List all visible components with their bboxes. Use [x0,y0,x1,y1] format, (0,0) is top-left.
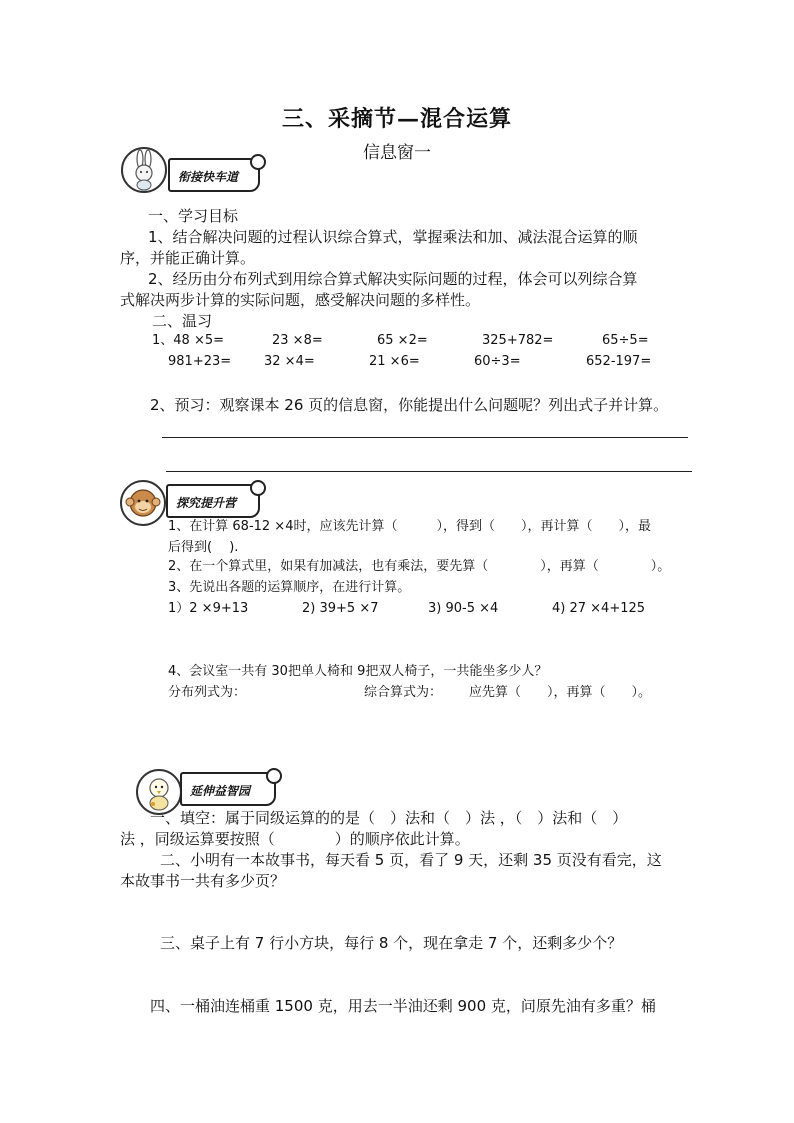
problem3: 三、桌子上有 7 行小方块，每行 8 个，现在拿走 7 个，还剩多少个？ [160,934,623,952]
q2: 2、在一个算式里，如果有加减法，也有乘法，要先算（ ），再算（ ）。 [168,559,671,574]
q4: 4、会议室一共有 30把单人椅和 9把双人椅子，一共能坐多少人？ [168,664,548,679]
q1-line2: 后得到( ). [168,540,239,555]
review-item: 65 ×2= [377,333,428,348]
review-item: 60÷3= [474,354,521,369]
rabbit-icon [121,147,167,193]
q1-line1: 1、在计算 68-12 ×4时，应该先计算（ ），得到（ ），再计算（ ），最 [168,519,651,534]
q4-step-label: 分布列式为： [168,685,247,700]
review-item: 21 ×6= [369,354,420,369]
review-item: 652-197= [586,354,652,369]
review-item: 65÷5= [602,333,649,348]
q4-combined-label: 综合算式为： [364,685,443,700]
goal2-line2: 式解决两步计算的实际问题，感受解决问题的多样性。 [120,291,481,309]
q3-item: 4) 27 ×4+125 [552,601,646,616]
section-banner-2: 探究提升营 [166,484,260,518]
fill-in-line2: 法 ，同级运算要按照（ ）的顺序依此计算。 [120,830,470,848]
q3-item: 2) 39+5 ×7 [302,601,379,616]
goal1-line2: 序，并能正确计算。 [120,249,256,267]
q3-item: 1）2 ×9+13 [168,601,249,616]
answer-line [166,471,692,472]
goals-heading: 一、学习目标 [148,207,239,225]
page-title: 三、采摘节—混合运算 [281,106,512,132]
goal2-line1: 2、经历由分布列式到用综合算式解决实际问题的过程，体会可以列综合算 [148,270,638,288]
problem2-line1: 二、小明有一本故事书，每天看 5 页，看了 9 天，还剩 35 页没有看完，这 [160,851,662,869]
page-subtitle: 信息窗一 [363,143,431,163]
review-heading: 二、温习 [152,312,213,330]
q3: 3、先说出各题的运算顺序，在进行计算。 [168,580,411,595]
goal1-line1: 1、结合解决问题的过程认识综合算式，掌握乘法和加、减法混合运算的顺 [148,228,638,246]
review-item: 32 ×4= [264,354,315,369]
answer-line [162,437,688,438]
section-banner-3: 延伸益智园 [180,772,276,806]
section-banner-1: 衔接快车道 [168,158,260,192]
fill-in-line1: 一、填空：属于同级运算的的是（ ）法和（ ）法 ，（ ）法和（ ） [150,809,628,827]
problem4: 四、一桶油连桶重 1500 克，用去一半油还剩 900 克，问原先油有多重？桶 [150,997,656,1015]
review-item: 1、48 ×5= [152,333,225,348]
monkey-icon [120,480,166,526]
review-item: 325+782= [482,333,554,348]
review-item: 981+23= [168,354,232,369]
preview-question: 2、预习：观察课本 26 页的信息窗，你能提出什么问题呢？列出式子并计算。 [150,396,669,414]
review-item: 23 ×8= [272,333,323,348]
q3-item: 3) 90-5 ×4 [428,601,499,616]
q4-order: 应先算（ ），再算（ ）。 [469,685,652,700]
problem2-line2: 本故事书一共有多少页？ [120,872,286,890]
